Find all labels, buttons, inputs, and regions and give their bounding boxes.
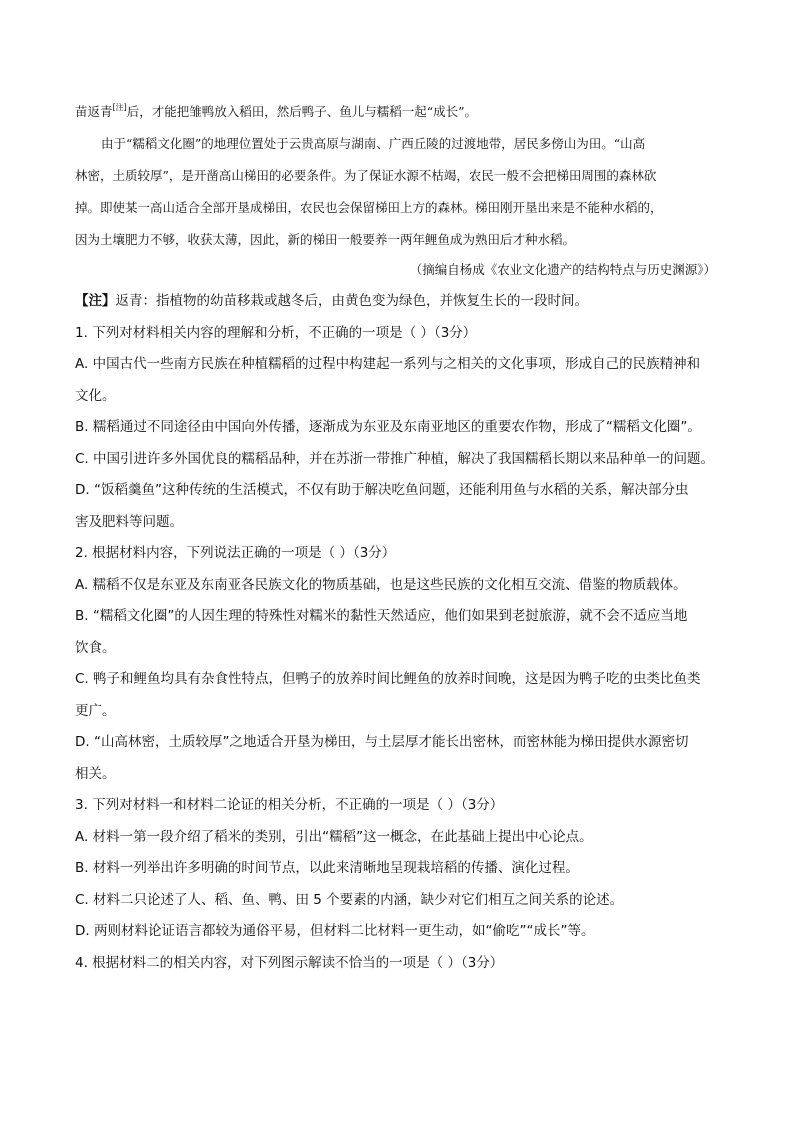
question-3-option-d: D. 两则材料论证语言都较为通俗平易，但材料二比材料一更生动，如“偷吃”“成长”等。 xyxy=(75,923,595,939)
question-1-option-a: A. 中国古代一些南方民族在种植糯稻的过程中构建起一系列与之相关的文化事项，形成自己的民族精神和 xyxy=(75,356,701,372)
question-2-option-b-cont: 饮食。 xyxy=(75,640,116,656)
question-3-option-a: A. 材料一第一段介绍了稻米的类别，引出“糯稻”这一概念，在此基础上提出中心论点。 xyxy=(75,829,593,845)
footnote xyxy=(75,289,588,309)
passage-para2-line-1: 由于“糯稻文化圈”的地理位置处于云贵高原与湖南、广西丘陵的过渡地带，居民多傍山为田。“山高 xyxy=(101,136,646,151)
footnote-label: 【注】 xyxy=(75,293,116,309)
question-2-stem: 2. 根据材料内容，下列说法正确的一项是（ ）（3分） xyxy=(75,545,396,561)
question-1-option-d-cont: 害及肥料等问题。 xyxy=(75,514,183,530)
question-4-stem: 4. 根据材料二的相关内容，对下列图示解读不恰当的一项是（ ）（3分） xyxy=(75,955,504,971)
question-3-option-c: C. 材料二只论述了人、稻、鱼、鸭、田 5 个要素的内涵，缺少对它们相互之间关系的论述。 xyxy=(75,892,624,908)
question-3-option-b: B. 材料一列举出许多明确的时间节点，以此来清晰地呈现栽培稻的传播、演化过程。 xyxy=(75,860,579,876)
question-2-option-c-cont: 更广。 xyxy=(75,703,116,719)
passage-line-1: 苗返青[注]后，才能把雏鸭放入稻田，然后鸭子、鱼儿与糯稻一起“成长”。 xyxy=(75,102,478,119)
footnote-marker: [注] xyxy=(112,102,127,112)
passage-para2-line-2: 林密，土质较厚”，是开凿高山梯田的必要条件。为了保证水源不枯竭，农民一般不会把梯田周围的森林砍 xyxy=(75,168,657,183)
question-2-option-d: D. “山高林密，土质较厚”之地适合开垦为梯田，与土层厚才能长出密林，而密林能为梯田提供水源密切 xyxy=(75,734,689,750)
passage-para2-line-4: 因为土壤肥力不够，收获太薄，因此，新的梯田一般要养一两年鲤鱼成为熟田后才种水稻。 xyxy=(75,232,576,247)
passage-source: （摘编自杨成《农业文化遗产的结构特点与历史渊源》） xyxy=(409,262,716,277)
question-2-option-a: A. 糯稻不仅是东亚及东南亚各民族文化的物质基础，也是这些民族的文化相互交流、借鉴的物质载体。 xyxy=(75,577,687,593)
question-2-option-b: B. “糯稻文化圈”的人因生理的特殊性对糯米的黏性天然适应，他们如果到老挝旅游，就不会不适应当地 xyxy=(75,608,688,624)
question-1-stem: 1. 下列对材料相关内容的理解和分析，不正确的一项是（ ）（3分） xyxy=(75,325,477,341)
question-1-option-d: D. “饭稻羹鱼”这种传统的生活模式，不仅有助于解决吃鱼问题，还能利用鱼与水稻的关系，解决部分虫 xyxy=(75,482,689,498)
question-2-option-d-cont: 相关。 xyxy=(75,766,116,782)
footnote-text: 返青：指植物的幼苗移栽或越冬后，由黄色变为绿色，并恢复生长的一段时间。 xyxy=(115,293,588,309)
passage-para2-line-3: 掉。即使某一高山适合全部开垦成梯田，农民也会保留梯田上方的森林。梯田刚开垦出来是不能种水稻的， xyxy=(75,200,663,215)
question-1-option-b: B. 糯稻通过不同途径由中国向外传播，逐渐成为东亚及东南亚地区的重要农作物，形成了“糯稻文化圈”。 xyxy=(75,419,701,435)
question-1-option-c: C. 中国引进许多外国优良的糯稻品种，并在苏浙一带推广种植，解决了我国糯稻长期以来品种单一的问题。 xyxy=(75,451,715,467)
question-2-option-c: C. 鸭子和鲤鱼均具有杂食性特点，但鸭子的放养时间比鲤鱼的放养时间晚，这是因为鸭子吃的虫类比鱼类 xyxy=(75,671,701,687)
question-1-option-a-cont: 文化。 xyxy=(75,388,116,404)
question-3-stem: 3. 下列对材料一和材料二论证的相关分析，不正确的一项是（ ）（3分） xyxy=(75,797,504,813)
